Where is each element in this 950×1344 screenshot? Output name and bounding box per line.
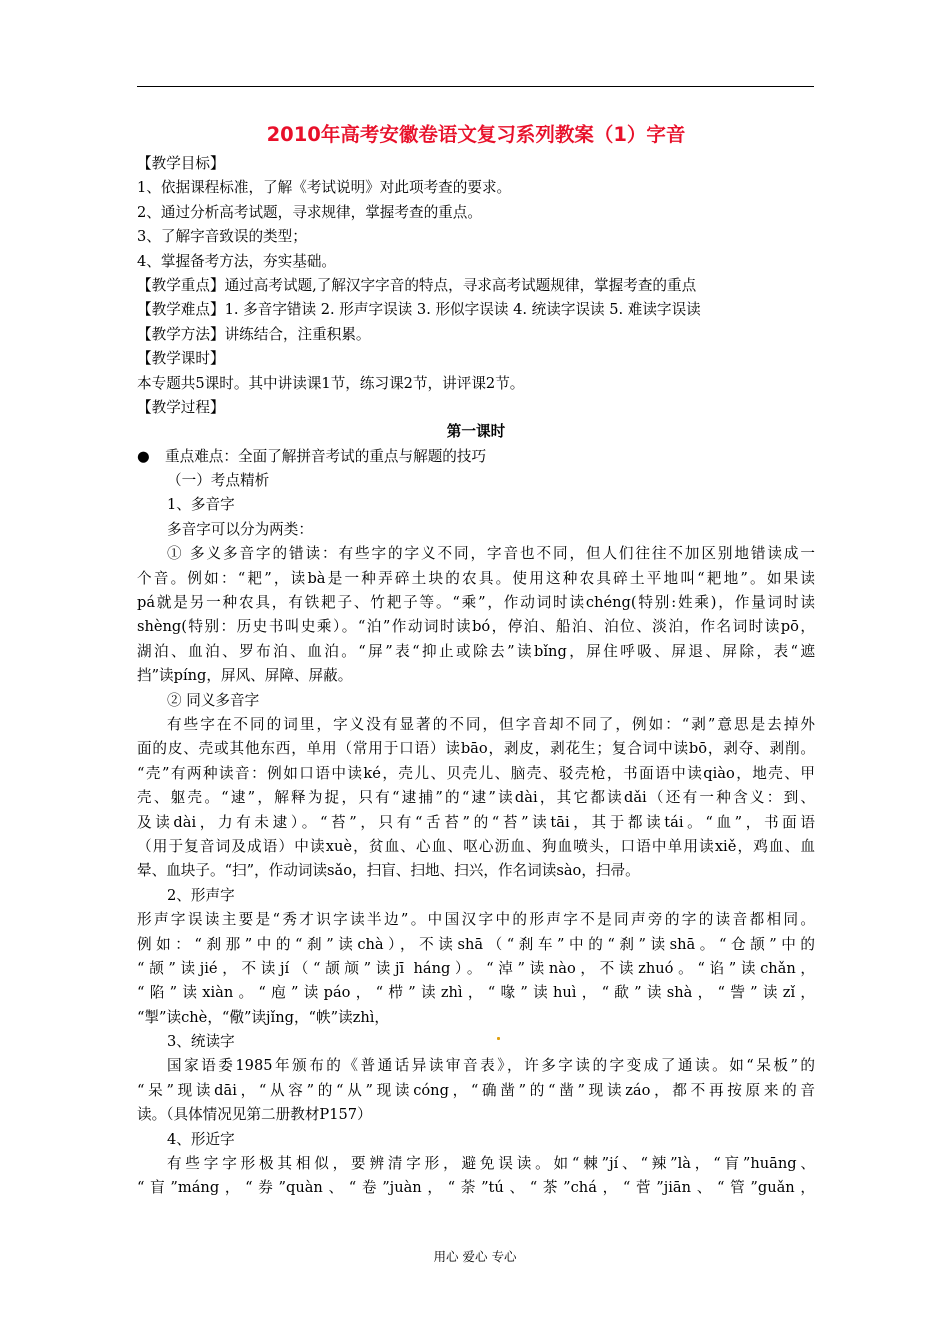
paragraph-line: 形声字误读主要是“秀才识字读半边”。中国汉字中的形声字不是同声旁的字的读音都相同。 [137, 911, 815, 929]
paragraph-line: “掣”读chè，“儆”读jǐng，“帙”读zhì， [137, 1008, 390, 1026]
bullet-icon: ● [137, 447, 150, 465]
paragraph-line: “颉”读jié，不读jí（“颉颃”读jī háng）。“淖”读nào，不读zhuó。“谄”读chǎn， [137, 959, 815, 977]
key-points-line [137, 445, 815, 469]
paragraph-line: （用于复音词及成语）中读xuè，贫血、心血、呕心沥血、狗血喷头，口语中单用读xiě，鸡血、血 [137, 837, 815, 855]
topic-heading: 4、形近字 [167, 1130, 235, 1148]
topic-heading: 3、统读字 [167, 1033, 235, 1051]
objective-line: 3、了解字音致误的类型； [137, 228, 307, 246]
paragraph-line: 壳、躯壳。“逮”，解释为捉，只有“逮捕”的“逮”读dài，其它都读dǎi（还有一种含义：到、 [137, 789, 815, 807]
topic-heading: 2、形声字 [167, 886, 235, 904]
page-footer: 用心 爱心 专心 [433, 1249, 517, 1264]
topic-heading: 1、多音字 [167, 496, 235, 514]
paragraph-line: 晕、血块子。“扫”，作动词读sǎo，扫盲、扫地、扫兴，作名词读sào，扫帚。 [137, 862, 640, 880]
teaching-difficulty: 【教学难点】1. 多音字错读 2. 形声字误读 3. 形似字误读 4. 统读字误读 5. 难读字误读 [137, 301, 701, 319]
section-label-objectives: 【教学目标】 [137, 155, 225, 172]
paragraph-line: pá就是另一种农具，有铁耙子、竹耙子等。“乘”，作动词时读chéng(特别:姓乘)，作量词时读 [137, 594, 815, 612]
lesson-title: 第一课时 [446, 423, 506, 441]
paragraph-line: 湖泊、血泊、罗布泊、血泊。“屏”表“抑止或除去”读bǐng，屏住呼吸、屏退、屏除，表“遮 [137, 642, 815, 660]
stray-mark [497, 1037, 500, 1040]
paragraph-line: 读。（具体情况见第二册教材P157） [137, 1106, 372, 1124]
section-label-hours: 【教学课时】 [137, 350, 225, 368]
objective-line: 2、通过分析高考试题，寻求规律，掌握考查的重点。 [137, 203, 482, 221]
paragraph-line: 及读dài，力有未逮）。“苔”，只有“舌苔”的“苔”读tāi，其于都读tái。“血”，书面语 [137, 813, 815, 831]
paragraph-line: 多音字可以分为两类： [167, 520, 313, 538]
teaching-method: 【教学方法】讲练结合，注重积累。 [137, 325, 371, 343]
header-rule [137, 86, 814, 87]
paragraph-line: 例如：“刹那”中的“刹”读chà），不读shā（“刹车”中的“刹”读shā。“仓颉”中的 [137, 935, 815, 953]
paragraph-line: 面的皮、壳或其他东西，单用（常用于口语）读bāo，剥皮，剥花生；复合词中读bō，剥夺、剥削。 [137, 740, 815, 758]
key-points-text: 重点难点：全面了解拼音考试的重点与解题的技巧 [165, 447, 487, 465]
paragraph-line: 个音。例如：“耙”，读bà是一种弄碎土块的农具。使用这种农具碎土平地叫“耙地”。如果读 [137, 569, 815, 587]
paragraph-line: “盲”máng，“券”quàn、“卷”juàn，“荼”tú、“茶”chá，“菅”jiān、“管”guǎn， [137, 1179, 815, 1197]
paragraph-line: 国家语委1985年颁布的《普通话异读审音表》，许多字读的字变成了通读。如“呆板”的 [167, 1057, 815, 1075]
hours-text: 本专题共5课时。其中讲读课1节，练习课2节，讲评课2节。 [137, 374, 525, 392]
objective-line: 1、依据课程标准，了解《考试说明》对此项考查的要求。 [137, 179, 512, 197]
paragraph-line: 有些字字形极其相似，要辨清字形，避免误读。如“棘”jí、“辣”là，“肓”huāng、 [167, 1155, 815, 1173]
paragraph-line: “壳”有两种读音：例如口语中读ké，壳儿、贝壳儿、脑壳、驳壳枪，书面语中读qiào，地壳、甲 [137, 764, 815, 782]
document-title: 2010年高考安徽卷语文复习系列教案（1）字音 [266, 123, 686, 146]
paragraph-line: 挡”读píng，屏风、屏障、屏蔽。 [137, 667, 353, 685]
document-page [137, 118, 815, 1201]
paragraph-line: ① 多义多音字的错读：有些字的字义不同，字音也不同，但人们往往不加区别地错读成一 [167, 545, 815, 563]
objective-line: 4、掌握备考方法，夯实基础。 [137, 252, 337, 270]
section-label-process: 【教学过程】 [137, 398, 225, 416]
topic-heading: ② 同义多音字 [167, 691, 260, 709]
paragraph-line: “呆”现读dāi，“从容”的“从”现读cóng，“确凿”的“凿”现读záo，都不再按原来的音 [137, 1081, 815, 1099]
paragraph-line: shèng(特别：历史书叫史乘）。“泊”作动词时读bó，停泊、船泊、泊位、淡泊，作名词时读pō， [137, 618, 815, 636]
paragraph-line: 有些字在不同的词里，字义没有显著的不同，但字音却不同了，例如：“剥”意思是去掉外 [167, 715, 815, 733]
subsection-heading: （一）考点精析 [167, 472, 270, 490]
paragraph-line: “陷”读xiàn。“庖”读páo，“栉”读zhì，“喙”读huì，“歃”读shà，“訾”读zǐ， [137, 984, 815, 1002]
teaching-focus: 【教学重点】通过高考试题,了解汉字字音的特点，寻求高考试题规律，掌握考查的重点 [137, 276, 697, 294]
